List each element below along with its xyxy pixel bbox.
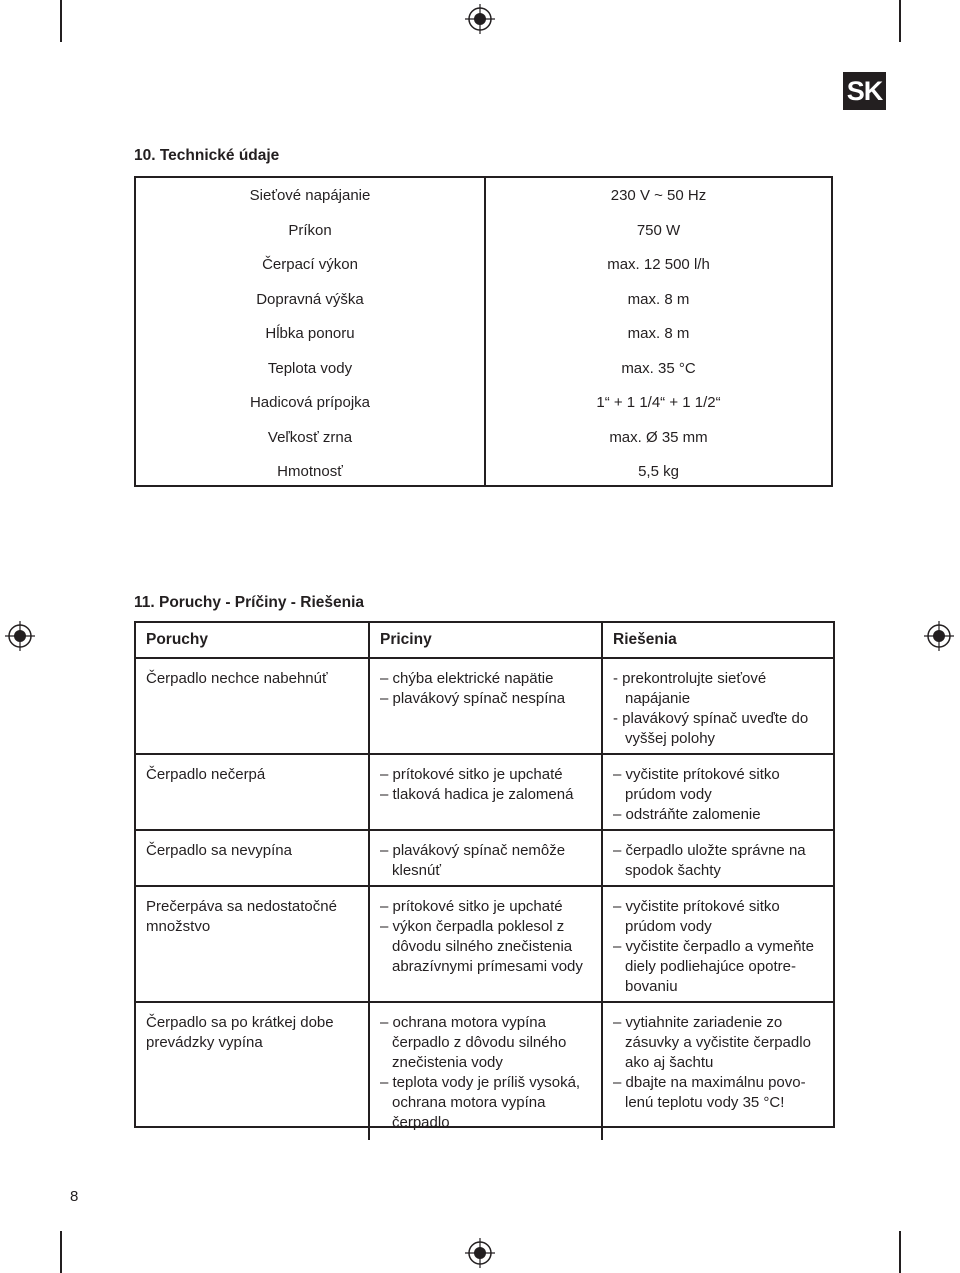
fault-cell <box>136 1003 370 1140</box>
cause-cell <box>370 755 603 829</box>
text-line: prúdom vody <box>625 918 712 935</box>
table-header <box>136 623 833 659</box>
table-row <box>136 1003 833 1140</box>
spec-label: Veľkosť zrna <box>267 428 353 446</box>
text-line: množstvo <box>146 918 211 935</box>
cause-cell <box>370 1003 603 1140</box>
text-line: – vyčistite čerpadlo a vymeňte <box>613 938 814 955</box>
column-header-solutions: Riešenia <box>613 631 677 648</box>
text-line: abrazívnymi prímesami vody <box>392 958 583 975</box>
fault-cell <box>136 755 370 829</box>
text-line: vyššej polohy <box>625 730 716 747</box>
text-line: prúdom vody <box>625 786 712 803</box>
text-line: napájanie <box>625 690 691 707</box>
text-line: – dbajte na maximálnu povo- <box>613 1074 806 1091</box>
spec-label: Dopravná výška <box>256 290 364 308</box>
fault-cell <box>136 659 370 753</box>
cause-cell <box>370 659 603 753</box>
table-row <box>136 831 833 887</box>
table-body <box>136 659 833 1140</box>
registration-mark-icon <box>465 4 495 34</box>
text-line: čerpadlo <box>392 1114 450 1131</box>
text-line: – teplota vody je príliš vysoká, <box>380 1074 581 1091</box>
tech-specs-table <box>134 176 833 487</box>
cause-cell <box>370 831 603 885</box>
tech-heading: 10. Technické údaje <box>134 147 280 164</box>
table-row <box>136 887 833 1003</box>
spec-label: Teplota vody <box>267 359 353 377</box>
text-line: zásuvky a vyčistite čerpadlo <box>625 1034 811 1051</box>
text-line: lenú teplotu vody 35 °C! <box>625 1094 785 1111</box>
solution-cell <box>603 755 833 829</box>
spec-value: max. 35 °C <box>621 359 696 377</box>
spec-label: Hmotnosť <box>277 463 343 480</box>
text-line: znečistenia vody <box>392 1054 503 1071</box>
crop-mark <box>899 1231 901 1273</box>
solution-cell <box>603 887 833 1001</box>
text-line: – vyčistite prítokové sitko <box>613 766 780 783</box>
language-badge: SK <box>843 72 886 110</box>
text-line: Prečerpáva sa nedostatočné <box>146 898 337 915</box>
text-line: klesnúť <box>392 862 441 879</box>
fault-cell <box>136 831 370 885</box>
text-line: – vyčistite prítokové sitko <box>613 898 780 915</box>
cause-cell <box>370 887 603 1001</box>
crop-mark <box>60 0 62 42</box>
page-number: 8 <box>70 1188 79 1205</box>
registration-mark-icon <box>465 1238 495 1268</box>
text-line: čerpadlo z dôvodu silného <box>392 1034 567 1051</box>
text-line: – vytiahnite zariadenie zo <box>613 1014 783 1031</box>
registration-mark-icon <box>5 621 35 651</box>
crop-mark <box>899 0 901 42</box>
text-line: dôvodu silného znečistenia <box>392 938 573 955</box>
text-line: - prekontrolujte sieťové <box>613 670 767 687</box>
text-line: spodok šachty <box>625 862 721 879</box>
text-line: – výkon čerpadla poklesol z <box>380 918 565 935</box>
text-line: Čerpadlo sa nevypína <box>146 842 292 859</box>
column-header-causes: Priciny <box>370 623 603 657</box>
text-line: – ochrana motora vypína <box>380 1014 546 1031</box>
trouble-heading: 11. Poruchy - Príčiny - Riešenia <box>134 594 365 611</box>
spec-value: 1“ + 1 1/4“ + 1 1/2“ <box>596 394 721 411</box>
text-line: – plavákový spínač nespína <box>380 690 566 707</box>
spec-value: 750 W <box>636 221 681 239</box>
spec-value: max. 8 m <box>627 290 690 308</box>
text-line: – čerpadlo uložte správne na <box>613 842 806 859</box>
fault-cell <box>136 887 370 1001</box>
table-row <box>136 659 833 755</box>
text-line: – tlaková hadica je zalomená <box>380 786 574 803</box>
text-line: ako aj šachtu <box>625 1054 714 1071</box>
troubleshooting-table <box>134 621 835 1131</box>
spec-label: Hĺbka ponoru <box>265 325 355 342</box>
table-row <box>136 755 833 831</box>
spec-label: Hadicová prípojka <box>249 394 371 411</box>
tech-values <box>486 178 831 485</box>
text-line: ochrana motora vypína <box>392 1094 546 1111</box>
text-line: – chýba elektrické napätie <box>380 670 554 687</box>
text-line: Čerpadlo nečerpá <box>146 766 266 783</box>
tech-labels <box>136 178 486 485</box>
text-line: – prítokové sitko je upchaté <box>380 766 563 783</box>
spec-label: Čerpací výkon <box>262 256 358 273</box>
spec-value: 5,5 kg <box>638 463 679 480</box>
text-line: prevádzky vypína <box>146 1034 263 1051</box>
column-header-faults: Poruchy <box>136 623 370 657</box>
spec-value: max. Ø 35 mm <box>609 428 708 446</box>
text-line: – prítokové sitko je upchaté <box>380 898 563 915</box>
text-line: - plavákový spínač uveďte do <box>613 710 809 727</box>
spec-label: Príkon <box>288 221 332 239</box>
registration-mark-icon <box>924 621 954 651</box>
text-line: – plavákový spínač nemôže <box>380 842 566 859</box>
solution-cell <box>603 1003 833 1140</box>
text-line: Čerpadlo sa po krátkej dobe <box>146 1014 334 1031</box>
text-line: bovaniu <box>625 978 678 995</box>
spec-value: max. 12 500 l/h <box>607 256 710 273</box>
crop-mark <box>60 1231 62 1273</box>
solution-cell <box>603 831 833 885</box>
solution-cell <box>603 659 833 753</box>
text-line: diely podliehajúce opotre- <box>625 958 796 975</box>
spec-label: Sieťové napájanie <box>249 187 371 204</box>
spec-value: 230 V ~ 50 Hz <box>610 187 707 204</box>
spec-value: max. 8 m <box>627 325 690 342</box>
text-line: Čerpadlo nechce nabehnúť <box>146 670 328 687</box>
text-line: – odstráňte zalomenie <box>613 806 761 823</box>
